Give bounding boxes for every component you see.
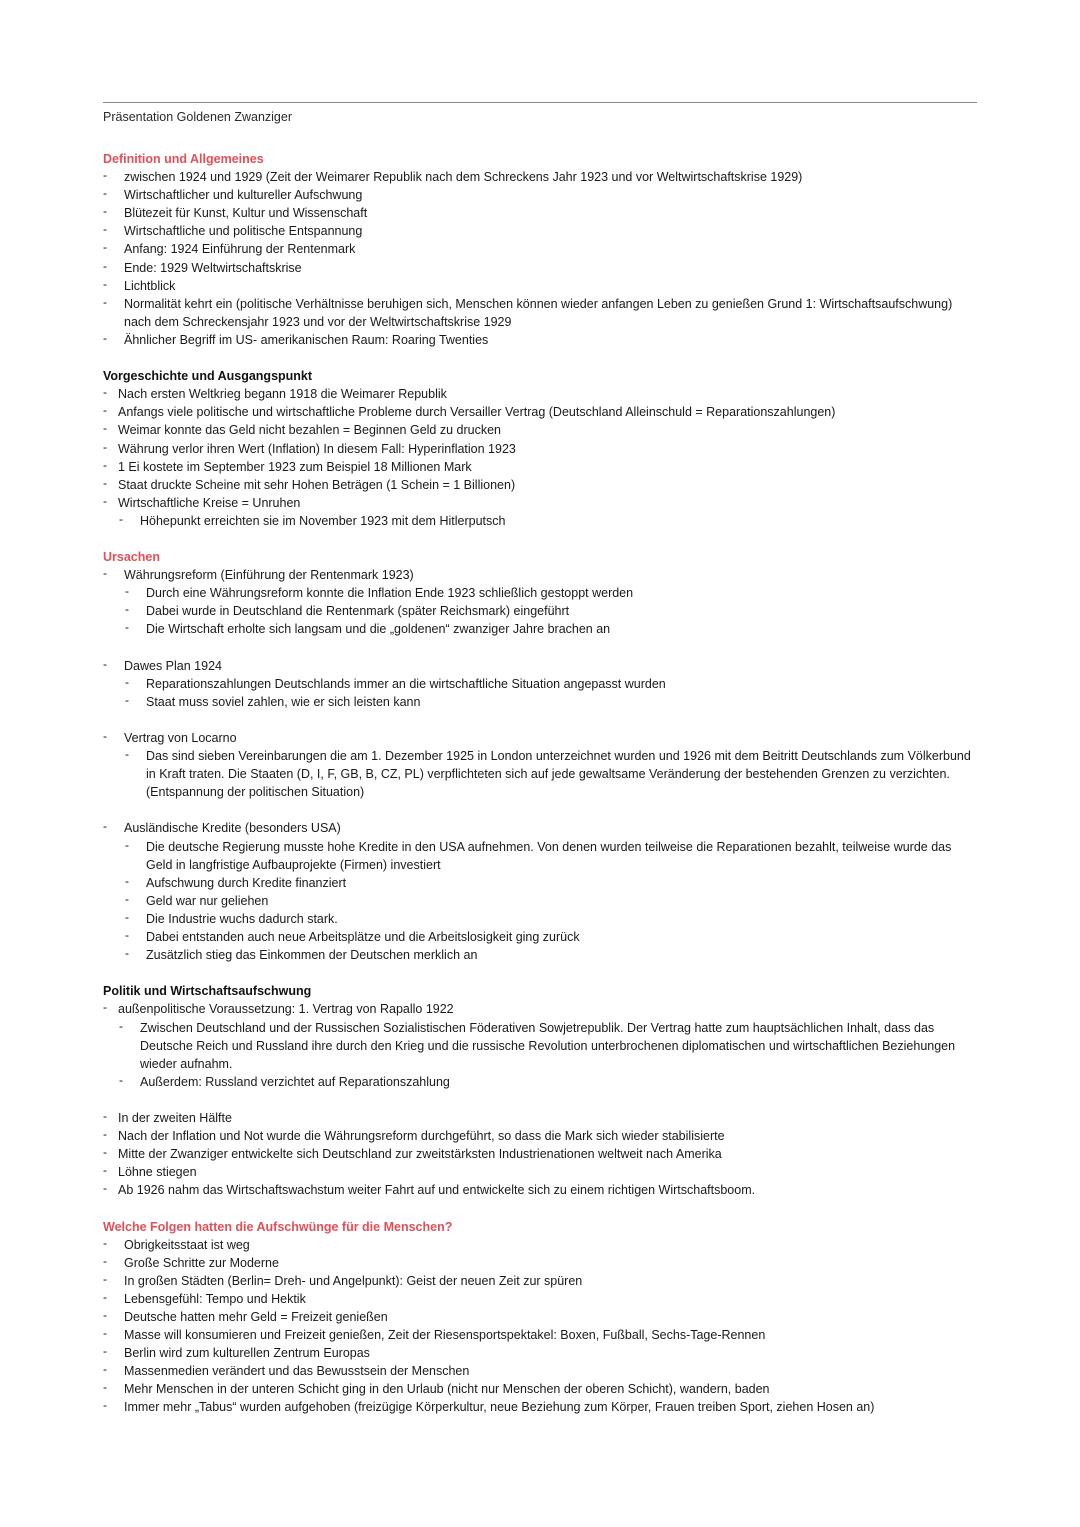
bullet-dash: - xyxy=(125,584,129,599)
list-item xyxy=(103,458,977,476)
list-item xyxy=(103,186,977,204)
ursachen-group-items xyxy=(124,838,977,965)
list-item xyxy=(103,476,977,494)
bullet-dash: - xyxy=(125,692,129,707)
bullet-dash: - xyxy=(103,656,107,671)
list-item xyxy=(118,1073,977,1091)
list-item xyxy=(124,602,977,620)
item-text: Wirtschaftliche und politische Entspannung xyxy=(124,224,363,239)
item-text: Das sind sieben Vereinbarungen die am 1. Dezember 1925 in London unterzeichnet wurden und 1926 mit dem Beitritt Deutschlands zum Völkerbund in Kraft traten. Die Staaten (D, I, F, GB, B, CZ, PL) verpflichteten sich auf jede gewaltsame Veränderung der bestehenden Grenzen zu verzichten. (Entspannung der politischen Situation) xyxy=(146,749,971,800)
ursachen-group-label-list xyxy=(103,729,977,747)
bullet-dash: - xyxy=(103,729,107,743)
item-text: zwischen 1924 und 1929 (Zeit der Weimarer Republik nach dem Schreckens Jahr 1923 und vor Weltwirtschaftskrise 1929) xyxy=(124,170,803,185)
bullet-dash: - xyxy=(125,602,129,617)
list-item xyxy=(103,168,977,186)
bullet-dash: - xyxy=(103,1271,107,1286)
item-text: Währung verlor ihren Wert (Inflation) In diesem Fall: Hyperinflation 1923 xyxy=(118,441,516,456)
item-text: Aufschwung durch Kredite finanziert xyxy=(146,875,347,890)
bullet-dash: - xyxy=(103,258,107,273)
list-item xyxy=(103,222,977,240)
item-text: Wirtschaftliche Kreise = Unruhen xyxy=(118,495,301,510)
list-item xyxy=(124,747,977,801)
bullet-dash: - xyxy=(103,566,107,581)
list-item xyxy=(124,910,977,928)
list-item xyxy=(124,693,977,711)
list-item xyxy=(118,1019,977,1073)
list-item xyxy=(124,928,977,946)
item-text: Zwischen Deutschland und der Russischen Sozialistischen Föderativen Sowjetrepublik. Der Vertrag hatte zum hauptsächlichen Inhalt, dass das Deutsche Reich und Russland ihre durch den Krieg und die russische Revolution unterbrochenen diplomatischen und wirtschaftlichen Beziehungen wieder aufnahm. xyxy=(140,1020,956,1071)
list-item xyxy=(124,946,977,964)
item-text: Berlin wird zum kulturellen Zentrum Europas xyxy=(124,1346,370,1361)
list-item xyxy=(103,657,977,675)
list-item xyxy=(103,1145,977,1163)
list-item xyxy=(103,1398,977,1416)
list-item xyxy=(103,295,977,331)
item-text: Währungsreform (Einführung der Rentenmark 1923) xyxy=(124,568,414,583)
list-item xyxy=(103,259,977,277)
list-item xyxy=(103,1380,977,1398)
item-text: Vertrag von Locarno xyxy=(124,731,237,745)
list-item xyxy=(124,675,977,693)
item-text: Lichtblick xyxy=(124,278,176,293)
item-text: Durch eine Währungsreform konnte die Inflation Ende 1923 schließlich gestoppt werden xyxy=(146,586,634,601)
item-text: Höhepunkt erreichten sie im November 1923 mit dem Hitlerputsch xyxy=(140,513,506,528)
bullet-dash: - xyxy=(103,1000,107,1015)
bullet-dash: - xyxy=(103,1253,107,1268)
bullet-dash: - xyxy=(125,928,129,943)
politik-first-list xyxy=(103,1000,977,1018)
section-folgen xyxy=(103,1218,977,1417)
bullet-dash: - xyxy=(103,1380,107,1395)
bullet-dash: - xyxy=(103,276,107,291)
vorgeschichte-list xyxy=(103,385,977,512)
item-text: Anfangs viele politische und wirtschaftliche Probleme durch Versailler Vertrag (Deutschland Alleinschuld = Reparationszahlungen) xyxy=(118,405,836,420)
item-text: Blütezeit für Kunst, Kultur und Wissenschaft xyxy=(124,206,368,221)
bullet-dash: - xyxy=(103,1108,107,1123)
politik-first-sub-list xyxy=(118,1019,977,1091)
item-text: In der zweiten Hälfte xyxy=(118,1110,232,1125)
bullet-dash: - xyxy=(119,511,123,526)
ursachen-group xyxy=(103,819,977,964)
list-item xyxy=(103,819,977,837)
section-vorgeschichte xyxy=(103,367,977,530)
item-text: Masse will konsumieren und Freizeit genießen, Zeit der Riesensportspektakel: Boxen, Fußball, Sechs-Tage-Rennen xyxy=(124,1328,766,1343)
list-item xyxy=(103,1181,977,1199)
item-text: 1 Ei kostete im September 1923 zum Beispiel 18 Millionen Mark xyxy=(118,459,472,474)
list-item xyxy=(103,1127,977,1145)
list-item xyxy=(103,494,977,512)
item-text: Mehr Menschen in der unteren Schicht ging in den Urlaub (nicht nur Menschen der oberen Schicht), wandern, baden xyxy=(124,1382,770,1397)
list-item xyxy=(103,204,977,222)
bullet-dash: - xyxy=(119,1072,123,1087)
bullet-dash: - xyxy=(125,909,129,924)
list-item xyxy=(103,421,977,439)
item-text: Dawes Plan 1924 xyxy=(124,658,222,673)
bullet-dash: - xyxy=(103,1163,107,1178)
item-text: Löhne stiegen xyxy=(118,1165,197,1180)
bullet-dash: - xyxy=(125,747,129,762)
list-item xyxy=(124,892,977,910)
item-text: Geld war nur geliehen xyxy=(146,893,269,908)
item-text: Nach der Inflation und Not wurde die Währungsreform durchgeführt, so dass die Mark sich wieder stabilisierte xyxy=(118,1129,725,1144)
list-item xyxy=(103,1290,977,1308)
ursachen-group xyxy=(103,729,977,801)
item-text: Zusätzlich stieg das Einkommen der Deutschen merklich an xyxy=(146,948,478,963)
item-text: außenpolitische Voraussetzung: 1. Vertrag von Rapallo 1922 xyxy=(118,1002,454,1017)
bullet-dash: - xyxy=(103,1181,107,1196)
bullet-dash: - xyxy=(103,457,107,472)
section-heading-definition: Definition und Allgemeines xyxy=(103,152,264,166)
bullet-dash: - xyxy=(103,1308,107,1322)
section-heading-vorgeschichte: Vorgeschichte und Ausgangspunkt xyxy=(103,369,313,384)
item-text: Ab 1926 nahm das Wirtschaftswachstum weiter Fahrt auf und entwickelte sich zu einem richtigen Wirtschaftsboom. xyxy=(118,1183,756,1198)
ursachen-group-label-list xyxy=(103,566,977,584)
item-text: Außerdem: Russland verzichtet auf Reparationszahlung xyxy=(140,1074,450,1089)
item-text: In großen Städten (Berlin= Dreh- und Angelpunkt): Geist der neuen Zeit zur spüren xyxy=(124,1273,583,1288)
item-text: Dabei wurde in Deutschland die Rentenmark (später Reichsmark) eingeführt xyxy=(146,604,570,619)
item-text: Wirtschaftlicher und kultureller Aufschwung xyxy=(124,188,363,203)
section-politik xyxy=(103,982,977,1199)
bullet-dash: - xyxy=(103,1289,107,1304)
list-item xyxy=(103,566,977,584)
bullet-dash: - xyxy=(103,1326,107,1341)
list-item xyxy=(103,729,977,747)
item-text: Lebensgefühl: Tempo und Hektik xyxy=(124,1291,306,1306)
list-item xyxy=(103,1308,977,1326)
list-item xyxy=(103,1344,977,1362)
ursachen-group-label-list xyxy=(103,819,977,837)
list-item xyxy=(103,1109,977,1127)
bullet-dash: - xyxy=(103,439,107,454)
ursachen-groups xyxy=(103,566,977,964)
bullet-dash: - xyxy=(125,674,129,689)
document-title: Präsentation Goldenen Zwanziger xyxy=(103,110,293,124)
item-text: Die deutsche Regierung musste hohe Kredite in den USA aufnehmen. Von denen wurden teilweise die Reparationen bezahlt, teilweise wurde das Geld in langfristige Aufbauprojekte (Firmen) investiert xyxy=(146,839,952,872)
politik-list xyxy=(103,1109,977,1199)
item-text: Immer mehr „Tabus“ wurden aufgehoben (freizügige Körperkultur, neue Beziehung zum Körper, Frauen treiben Sport, ziehen Hosen an) xyxy=(124,1400,875,1415)
header-rule xyxy=(103,102,977,103)
bullet-dash: - xyxy=(119,1018,123,1033)
item-text: Dabei entstanden auch neue Arbeitsplätze und die Arbeitslosigkeit ging zurück xyxy=(146,930,580,945)
vorgeschichte-sub-list xyxy=(118,512,977,530)
item-text: Anfang: 1924 Einführung der Rentenmark xyxy=(124,242,356,257)
list-item xyxy=(124,620,977,638)
list-item xyxy=(103,1236,977,1254)
bullet-dash: - xyxy=(103,493,107,508)
bullet-dash: - xyxy=(103,186,107,201)
bullet-dash: - xyxy=(103,1145,107,1160)
bullet-dash: - xyxy=(103,1127,107,1142)
section-heading-folgen: Welche Folgen hatten die Aufschwünge für die Menschen? xyxy=(103,1219,453,1234)
item-text: Ausländische Kredite (besonders USA) xyxy=(124,821,341,836)
list-item xyxy=(103,1163,977,1181)
bullet-dash: - xyxy=(103,403,107,418)
bullet-dash: - xyxy=(103,819,107,834)
ursachen-group-label-list xyxy=(103,657,977,675)
list-item xyxy=(103,1000,977,1018)
section-heading-politik: Politik und Wirtschaftsaufschwung xyxy=(103,984,312,999)
bullet-dash: - xyxy=(125,837,129,852)
bullet-dash: - xyxy=(103,475,107,490)
list-item xyxy=(103,277,977,295)
bullet-dash: - xyxy=(125,873,129,888)
bullet-dash: - xyxy=(103,1344,107,1359)
ursachen-group-items xyxy=(124,747,977,801)
bullet-dash: - xyxy=(125,891,129,906)
bullet-dash: - xyxy=(103,330,107,345)
list-item xyxy=(103,1326,977,1344)
item-text: Ende: 1929 Weltwirtschaftskrise xyxy=(124,260,302,275)
bullet-dash: - xyxy=(103,421,107,436)
item-text: Normalität kehrt ein (politische Verhältnisse beruhigen sich, Menschen können wieder anfangen Leben zu genießen Grund 1: Wirtschaftsaufschwung) nach dem Schreckensjahr 1923 und vor der Weltwirtschaftskrise 1929 xyxy=(124,296,953,329)
bullet-dash: - xyxy=(103,1235,107,1250)
list-item xyxy=(103,331,977,349)
bullet-dash: - xyxy=(103,240,107,255)
list-item xyxy=(103,403,977,421)
item-text: Weimar konnte das Geld nicht bezahlen = Beginnen Geld zu drucken xyxy=(118,423,501,438)
item-text: Reparationszahlungen Deutschlands immer an die wirtschaftliche Situation angepasst wurden xyxy=(146,676,666,691)
item-text: Die Wirtschaft erholte sich langsam und die „goldenen“ zwanziger Jahre brachen an xyxy=(146,622,611,637)
ursachen-group-items xyxy=(124,584,977,638)
bullet-dash: - xyxy=(103,294,107,309)
list-item xyxy=(103,440,977,458)
list-item xyxy=(124,874,977,892)
bullet-dash: - xyxy=(103,168,107,183)
item-text: Nach ersten Weltkrieg begann 1918 die Weimarer Republik xyxy=(118,387,447,402)
bullet-dash: - xyxy=(103,1362,107,1377)
item-text: Ähnlicher Begriff im US- amerikanischen Raum: Roaring Twenties xyxy=(124,332,489,347)
list-item xyxy=(124,838,977,874)
list-item xyxy=(103,240,977,258)
item-text: Deutsche hatten mehr Geld = Freizeit genießen xyxy=(124,1310,388,1324)
ursachen-group xyxy=(103,657,977,711)
bullet-dash: - xyxy=(103,222,107,237)
item-text: Obrigkeitsstaat ist weg xyxy=(124,1237,250,1252)
bullet-dash: - xyxy=(103,1398,107,1413)
section-heading-ursachen: Ursachen xyxy=(103,550,160,565)
list-item xyxy=(103,1254,977,1272)
document-body xyxy=(103,150,977,1417)
bullet-dash: - xyxy=(125,620,129,635)
list-item xyxy=(103,1362,977,1380)
item-text: Staat druckte Scheine mit sehr Hohen Beträgen (1 Schein = 1 Billionen) xyxy=(118,477,516,492)
list-item xyxy=(124,584,977,602)
list-item xyxy=(103,1272,977,1290)
item-text: Große Schritte zur Moderne xyxy=(124,1255,279,1270)
bullet-dash: - xyxy=(103,204,107,219)
ursachen-group-items xyxy=(124,675,977,711)
item-text: Massenmedien verändert und das Bewusstsein der Menschen xyxy=(124,1364,470,1379)
item-text: Mitte der Zwanziger entwickelte sich Deutschland zur zweitstärksten Industrienationen weltweit nach Amerika xyxy=(118,1147,722,1162)
list-item xyxy=(103,385,977,403)
ursachen-group xyxy=(103,566,977,638)
item-text: Staat muss soviel zahlen, wie er sich leisten kann xyxy=(146,694,421,709)
definition-list xyxy=(103,168,977,349)
folgen-list xyxy=(103,1236,977,1417)
bullet-dash: - xyxy=(125,946,129,961)
bullet-dash: - xyxy=(103,385,107,400)
item-text: Die Industrie wuchs dadurch stark. xyxy=(146,911,338,926)
section-ursachen xyxy=(103,548,977,964)
list-item xyxy=(118,512,977,530)
section-definition xyxy=(103,150,977,349)
